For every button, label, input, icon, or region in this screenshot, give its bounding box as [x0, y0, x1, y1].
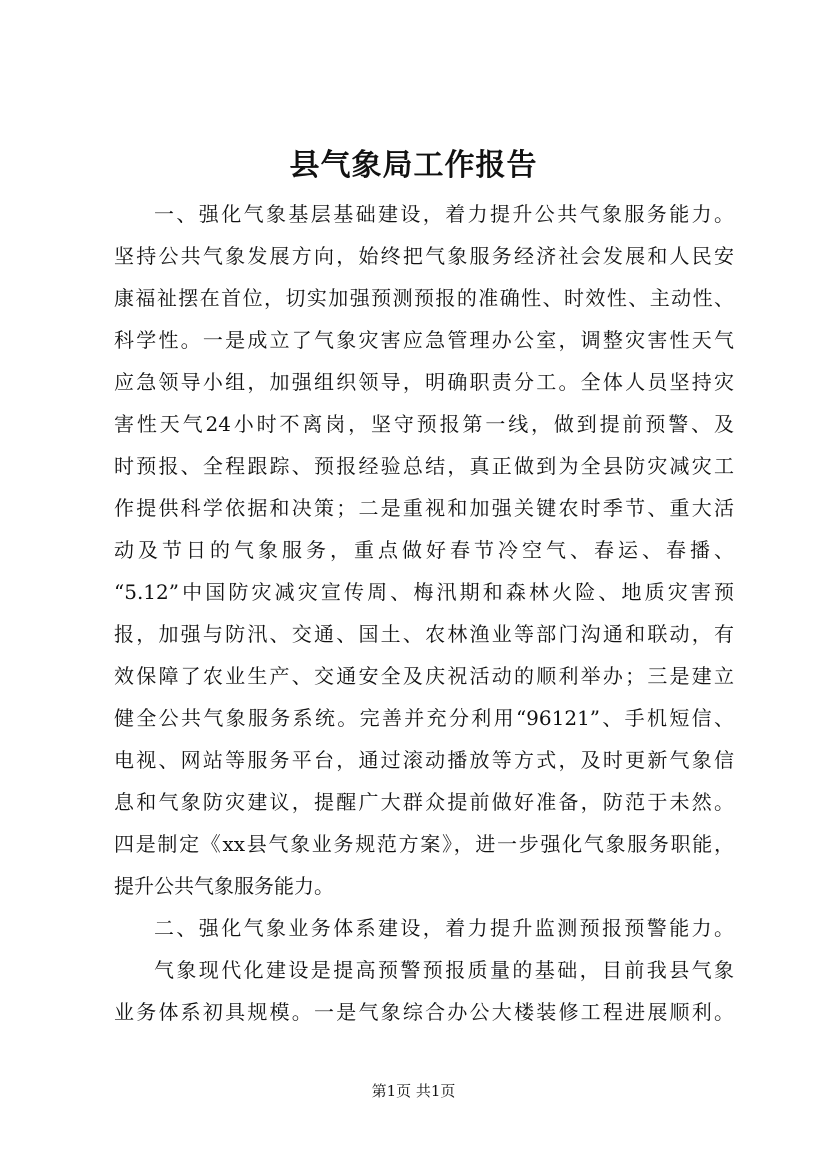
page-footer: 第1页 共1页	[371, 1082, 456, 1100]
paragraph-line: 时预报、全程跟踪、预报经验总结，真正做到为全县防灾减灾工	[114, 454, 734, 478]
paragraph-line: 坚持公共气象发展方向，始终把气象服务经济社会发展和人民安	[114, 244, 734, 268]
paragraph-line: 四是制定《xx县气象业务规范方案》，进一步强化气象服务职能，	[114, 832, 734, 856]
paragraph-line: 二、强化气象业务体系建设，着力提升监测预报预警能力。	[154, 916, 734, 940]
paragraph-line: 气象现代化建设是提高预警预报质量的基础，目前我县气象	[154, 958, 734, 982]
paragraph-line: 电视、网站等服务平台，通过滚动播放等方式，及时更新气象信	[114, 748, 734, 772]
document-title: 县气象局工作报告	[289, 148, 538, 183]
paragraph-line: 业务体系初具规模。一是气象综合办公大楼装修工程进展顺利。	[114, 1000, 734, 1024]
paragraph-line: 健全公共气象服务系统。完善并充分利用“96121”、手机短信、	[114, 706, 734, 730]
paragraph-line: 提升公共气象服务能力。	[114, 874, 334, 898]
paragraph-line: “5.12”中国防灾减灾宣传周、梅汛期和森林火险、地质灾害预	[114, 580, 734, 604]
paragraph-line: 康福祉摆在首位，切实加强预测预报的准确性、时效性、主动性、	[114, 286, 734, 310]
paragraph-line: 报，加强与防汛、交通、国土、农林渔业等部门沟通和联动，有	[114, 622, 734, 646]
paragraph-line: 动及节日的气象服务，重点做好春节冷空气、春运、春播、	[114, 538, 734, 562]
paragraph-line: 害性天气24小时不离岗，坚守预报第一线，做到提前预警、及	[114, 412, 734, 436]
paragraph-line: 科学性。一是成立了气象灾害应急管理办公室，调整灾害性天气	[114, 328, 734, 352]
paragraph-line: 息和气象防灾建议，提醒广大群众提前做好准备，防范于未然。	[114, 790, 734, 814]
paragraph-line: 效保障了农业生产、交通安全及庆祝活动的顺利举办；三是建立	[114, 664, 734, 688]
paragraph-line: 一、强化气象基层基础建设，着力提升公共气象服务能力。	[154, 202, 734, 226]
paragraph-line: 作提供科学依据和决策；二是重视和加强关键农时季节、重大活	[114, 496, 734, 520]
paragraph-line: 应急领导小组，加强组织领导，明确职责分工。全体人员坚持灾	[114, 370, 734, 394]
